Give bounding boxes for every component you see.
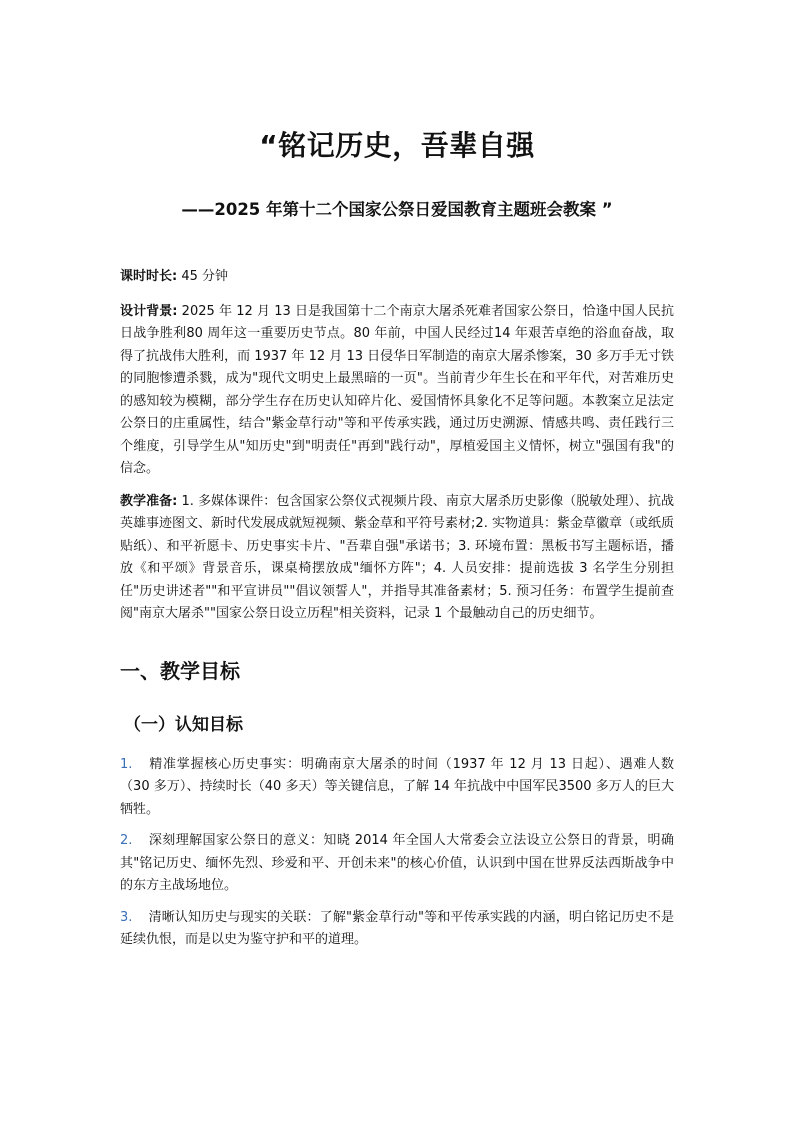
duration-paragraph: [120, 266, 674, 289]
background-paragraph: [120, 301, 674, 481]
document-title: “铭记历史，吾辈自强: [259, 129, 535, 162]
duration-text: 45 分钟: [177, 269, 229, 284]
list-item-number: 1.: [120, 756, 133, 772]
subsection-heading-cognitive: （一）认知目标: [124, 714, 243, 735]
background-label: 设计背景:: [120, 303, 178, 319]
section-heading-objectives: 一、教学目标: [120, 658, 240, 683]
list-item: [120, 830, 674, 898]
list-item: [120, 754, 674, 822]
list-item: [120, 907, 674, 952]
preparation-text: 1. 多媒体课件：包含国家公祭仪式视频片段、南京大屠杀历史影像（脱敏处理）、抗战英雄事迹图文、新时代发展成就短视频、紫金草和平符号素材;2. 实物道具：紫金草徽章（或纸质贴纸）、和平祈愿卡、历史事实卡片、"吾辈自强"承诺书；3. 环境布置：黑板书写主题标语，播放《和平颂》背景音乐，课桌椅摆放成"缅怀方阵"；4. 人员安排：提前选拔 3 名学生分别担任"历史讲述者""和平宣讲员""倡议领誓人"，并指导其准备素材；5. 预习任务：布置学生提前查阅"南京大屠杀""国家公祭日设立历程"相关资料，记录 1 个最触动自己的历史细节。: [120, 493, 674, 621]
cognitive-goals-list: [120, 754, 674, 952]
list-item-text: 精准掌握核心历史事实：明确南京大屠杀的时间（1937 年 12 月 13 日起）、遇难人数（30 多万）、持续时长（40 多天）等关键信息，了解 14 年抗战中中国军民3500 多万人的巨大牺牲。: [120, 756, 674, 817]
list-item-number: 2.: [120, 833, 133, 848]
document-subtitle: ——2025 年第十二个国家公祭日爱国教育主题班会教案 ”: [181, 200, 613, 219]
background-text: 2025 年 12 月 13 日是我国第十二个南京大屠杀死难者国家公祭日，恰逢中国人民抗日战争胜利80 周年这一重要历史节点。80 年前，中国人民经过14 年艰苦卓绝的浴血奋战，取得了抗战伟大胜利，而 1937 年 12 月 13 日侵华日军制造的南京大屠杀惨案，30 多万手无寸铁的同胞惨遭杀戮，成为"现代文明史上最黑暗的一页"。当前青少年生长在和平年代，对苦难历史的感知较为模糊，部分学生存在历史认知碎片化、爱国情怀具象化不足等问题。本教案立足法定公祭日的庄重属性，结合"紫金草行动"等和平传承实践，通过历史溯源、情感共鸣、责任践行三个维度，引导学生从"知历史"到"明责任"再到"践行动"，厚植爱国主义情怀，树立"强国有我"的信念。: [120, 303, 674, 476]
duration-label: 课时时长:: [120, 269, 178, 284]
list-item-text: 清晰认知历史与现实的关联：了解"紫金草行动"等和平传承实践的内涵，明白铭记历史不是延续仇恨，而是以史为鉴守护和平的道理。: [120, 909, 674, 947]
preparation-label: 教学准备:: [120, 493, 178, 509]
list-item-number: 3.: [120, 909, 133, 925]
preparation-paragraph: [120, 491, 674, 626]
list-item-text: 深刻理解国家公祭日的意义：知晓 2014 年全国人大常委会立法设立公祭日的背景，明确其"铭记历史、缅怀先烈、珍爱和平、开创未来"的核心价值，认识到中国在世界反法西斯战争中的东方主战场地位。: [120, 833, 674, 893]
